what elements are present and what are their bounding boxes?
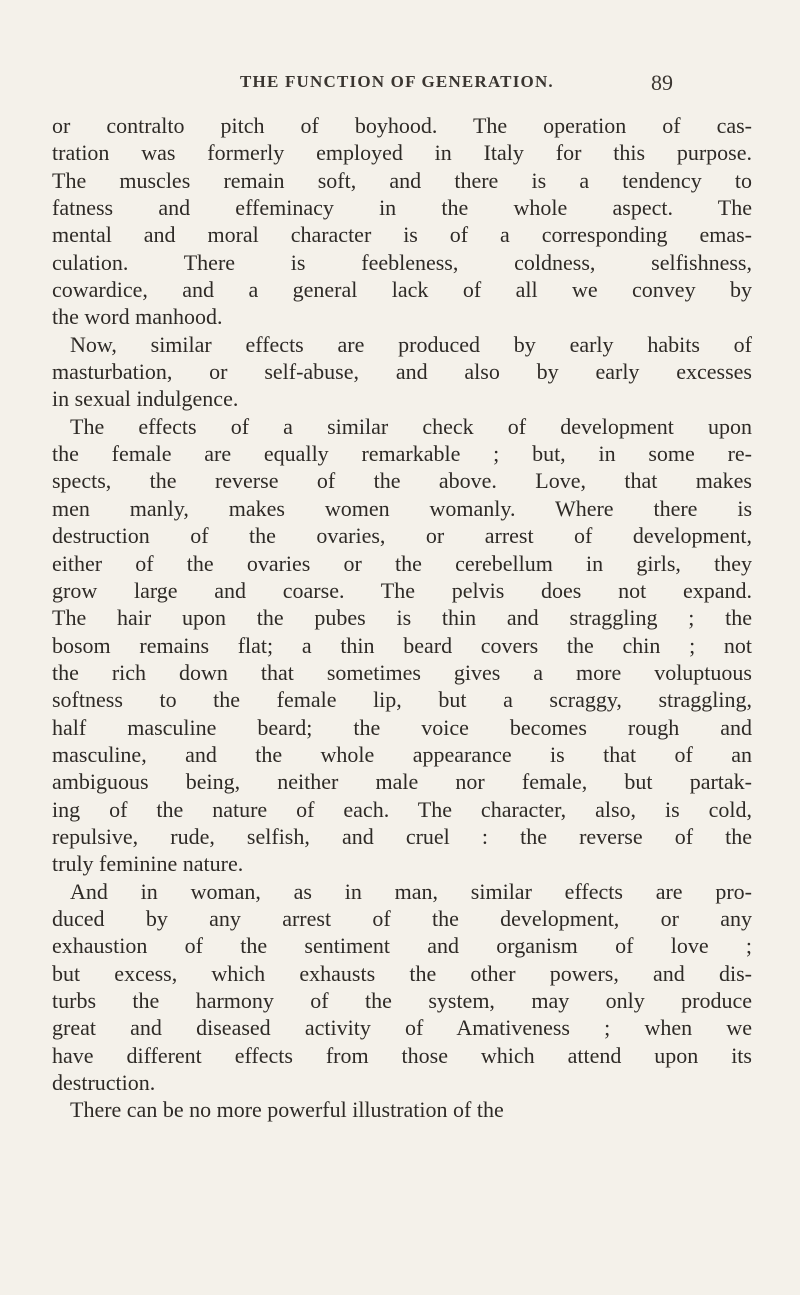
body-text [52, 112, 752, 1124]
text-line: half masculine beard; the voice becomes rough and [52, 714, 752, 740]
text-line: The effects of a similar check of development upon [70, 413, 752, 439]
text-line: men manly, makes women womanly. Where there is [52, 495, 752, 521]
text-line: There can be no more powerful illustration of the [70, 1097, 504, 1123]
running-title: THE FUNCTION OF GENERATION. [240, 72, 554, 91]
text-line: grow large and coarse. The pelvis does not expand. [52, 577, 752, 603]
text-line: the female are equally remarkable ; but, in some re- [52, 441, 752, 467]
text-line: softness to the female lip, but a scraggy, straggling, [52, 687, 752, 713]
text-line: culation. There is feebleness, coldness, selfishness, [52, 249, 752, 275]
text-line: Now, similar effects are produced by early habits of [70, 331, 752, 357]
page-number: 89 [651, 70, 673, 95]
text-line: exhaustion of the sentiment and organism of love ; [52, 933, 752, 959]
text-line: And in woman, as in man, similar effects are pro- [70, 878, 752, 904]
text-line: either of the ovaries or the cerebellum in girls, they [52, 550, 752, 576]
text-line: The hair upon the pubes is thin and straggling ; the [52, 605, 752, 631]
text-line: truly feminine nature. [52, 851, 244, 877]
text-line: tration was formerly employed in Italy for this purpose. [52, 140, 752, 166]
text-line: ing of the nature of each. The character, also, is cold, [52, 796, 752, 822]
text-line: mental and moral character is of a corresponding emas- [52, 222, 752, 248]
text-line: fatness and effeminacy in the whole aspect. The [52, 195, 752, 221]
text-line: ambiguous being, neither male nor female, but partak- [52, 769, 752, 795]
text-line: have different effects from those which attend upon its [52, 1042, 752, 1068]
text-line: bosom remains flat; a thin beard covers the chin ; not [52, 632, 752, 658]
text-line: masculine, and the whole appearance is that of an [52, 741, 752, 767]
text-line: or contralto pitch of boyhood. The operation of cas- [52, 113, 752, 138]
text-line: the word manhood. [52, 304, 223, 330]
text-line: masturbation, or self-abuse, and also by early excesses [52, 359, 752, 385]
text-line: The muscles remain soft, and there is a tendency to [52, 167, 752, 193]
text-line: spects, the reverse of the above. Love, that makes [52, 468, 752, 494]
text-line: but excess, which exhausts the other powers, and dis- [52, 960, 752, 986]
text-line: the rich down that sometimes gives a more voluptuous [52, 659, 752, 685]
text-line: destruction. [52, 1070, 156, 1096]
text-line: destruction of the ovaries, or arrest of development, [52, 523, 752, 549]
text-line: repulsive, rude, selfish, and cruel : the reverse of the [52, 823, 752, 849]
text-line: great and diseased activity of Amativeness ; when we [52, 1015, 752, 1041]
text-line: in sexual indulgence. [52, 386, 239, 412]
text-line: duced by any arrest of the development, or any [52, 905, 752, 931]
text-line: cowardice, and a general lack of all we convey by [52, 277, 752, 303]
text-line: turbs the harmony of the system, may only produce [52, 988, 752, 1013]
